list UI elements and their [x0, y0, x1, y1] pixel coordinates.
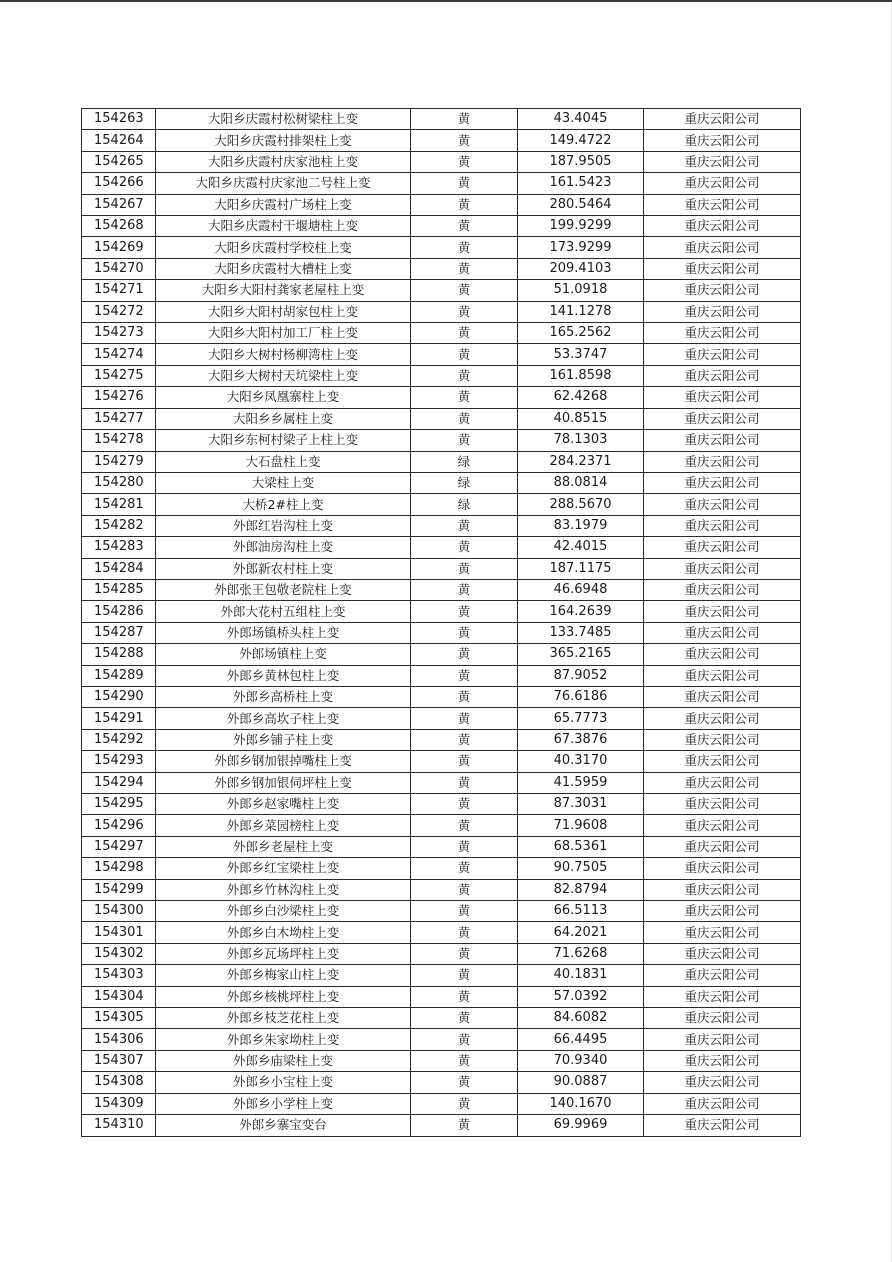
- transformer-name-cell: 大阳乡大树村天坑梁柱上变: [156, 365, 411, 386]
- transformer-name-cell: 外郎乡小学柱上变: [156, 1093, 411, 1114]
- warning-level-cell: 黄: [411, 794, 518, 815]
- table-row: [82, 387, 801, 408]
- transformer-name-cell: 外郎乡核桃坪柱上变: [156, 986, 411, 1007]
- row-id-cell: 154308: [82, 1072, 156, 1093]
- warning-level-cell: 黄: [411, 1115, 518, 1136]
- table-row: [82, 558, 801, 579]
- transformer-name-cell: 大阳乡大阳村加工厂柱上变: [156, 323, 411, 344]
- company-cell: 重庆云阳公司: [644, 301, 801, 322]
- company-cell: 重庆云阳公司: [644, 109, 801, 130]
- table-row: [82, 665, 801, 686]
- load-value-cell: 78.1303: [518, 430, 644, 451]
- warning-level-cell: 黄: [411, 537, 518, 558]
- table-row: [82, 515, 801, 536]
- transformer-name-cell: 大梁柱上变: [156, 472, 411, 493]
- row-id-cell: 154306: [82, 1029, 156, 1050]
- company-cell: 重庆云阳公司: [644, 1115, 801, 1136]
- company-cell: 重庆云阳公司: [644, 708, 801, 729]
- transformer-name-cell: 大阳乡庆霞村大槽柱上变: [156, 258, 411, 279]
- transformer-name-cell: 大阳乡庆霞村松树梁柱上变: [156, 109, 411, 130]
- company-cell: 重庆云阳公司: [644, 537, 801, 558]
- table-row: [82, 365, 801, 386]
- transformer-name-cell: 大阳乡凤凰寨柱上变: [156, 387, 411, 408]
- row-id-cell: 154302: [82, 943, 156, 964]
- table-row: [82, 280, 801, 301]
- company-cell: 重庆云阳公司: [644, 943, 801, 964]
- row-id-cell: 154273: [82, 323, 156, 344]
- warning-level-cell: 绿: [411, 494, 518, 515]
- load-value-cell: 90.0887: [518, 1072, 644, 1093]
- company-cell: 重庆云阳公司: [644, 772, 801, 793]
- load-value-cell: 66.4495: [518, 1029, 644, 1050]
- table-row: [82, 109, 801, 130]
- load-value-cell: 83.1979: [518, 515, 644, 536]
- transformer-name-cell: 外郎红岩沟柱上变: [156, 515, 411, 536]
- row-id-cell: 154277: [82, 408, 156, 429]
- load-value-cell: 187.9505: [518, 151, 644, 172]
- transformer-name-cell: 外郎乡瓦场坪柱上变: [156, 943, 411, 964]
- row-id-cell: 154270: [82, 258, 156, 279]
- load-value-cell: 62.4268: [518, 387, 644, 408]
- row-id-cell: 154295: [82, 794, 156, 815]
- transformer-name-cell: 外郎乡菜园榜柱上变: [156, 815, 411, 836]
- row-id-cell: 154280: [82, 472, 156, 493]
- row-id-cell: 154304: [82, 986, 156, 1007]
- company-cell: 重庆云阳公司: [644, 729, 801, 750]
- table-row: [82, 644, 801, 665]
- transformer-name-cell: 外郎乡朱家坳柱上变: [156, 1029, 411, 1050]
- warning-level-cell: 黄: [411, 922, 518, 943]
- transformer-name-cell: 大阳乡庆霞村庆家池柱上变: [156, 151, 411, 172]
- warning-level-cell: 黄: [411, 558, 518, 579]
- row-id-cell: 154292: [82, 729, 156, 750]
- row-id-cell: 154276: [82, 387, 156, 408]
- company-cell: 重庆云阳公司: [644, 836, 801, 857]
- company-cell: 重庆云阳公司: [644, 1093, 801, 1114]
- transformer-name-cell: 大阳乡大阳村胡家包柱上变: [156, 301, 411, 322]
- load-value-cell: 57.0392: [518, 986, 644, 1007]
- warning-level-cell: 黄: [411, 408, 518, 429]
- table-row: [82, 130, 801, 151]
- load-value-cell: 40.1831: [518, 965, 644, 986]
- transformer-name-cell: 大阳乡乡属柱上变: [156, 408, 411, 429]
- transformer-name-cell: 外郎乡枝芝花柱上变: [156, 1008, 411, 1029]
- row-id-cell: 154293: [82, 751, 156, 772]
- load-value-cell: 141.1278: [518, 301, 644, 322]
- row-id-cell: 154309: [82, 1093, 156, 1114]
- table-row: [82, 729, 801, 750]
- row-id-cell: 154299: [82, 879, 156, 900]
- load-value-cell: 280.5464: [518, 194, 644, 215]
- row-id-cell: 154286: [82, 601, 156, 622]
- warning-level-cell: 黄: [411, 1093, 518, 1114]
- warning-level-cell: 黄: [411, 644, 518, 665]
- transformer-name-cell: 外郎张王包敬老院柱上变: [156, 579, 411, 600]
- row-id-cell: 154275: [82, 365, 156, 386]
- load-value-cell: 209.4103: [518, 258, 644, 279]
- table-row: [82, 258, 801, 279]
- page-top-rule: [0, 0, 892, 2]
- load-value-cell: 90.7505: [518, 858, 644, 879]
- warning-level-cell: 黄: [411, 729, 518, 750]
- warning-level-cell: 黄: [411, 858, 518, 879]
- table-row: [82, 1029, 801, 1050]
- company-cell: 重庆云阳公司: [644, 986, 801, 1007]
- load-value-cell: 173.9299: [518, 237, 644, 258]
- warning-level-cell: 黄: [411, 258, 518, 279]
- table-row: [82, 751, 801, 772]
- row-id-cell: 154264: [82, 130, 156, 151]
- company-cell: 重庆云阳公司: [644, 558, 801, 579]
- table-body: [82, 109, 801, 1137]
- transformer-name-cell: 大阳乡庆霞村广场柱上变: [156, 194, 411, 215]
- company-cell: 重庆云阳公司: [644, 323, 801, 344]
- table-row: [82, 901, 801, 922]
- transformer-name-cell: 外郎乡梅家山柱上变: [156, 965, 411, 986]
- load-value-cell: 284.2371: [518, 451, 644, 472]
- company-cell: 重庆云阳公司: [644, 280, 801, 301]
- load-value-cell: 76.6186: [518, 686, 644, 707]
- warning-level-cell: 黄: [411, 430, 518, 451]
- load-value-cell: 42.4015: [518, 537, 644, 558]
- warning-level-cell: 黄: [411, 387, 518, 408]
- transformer-name-cell: 大阳乡庆霞村排架柱上变: [156, 130, 411, 151]
- warning-level-cell: 黄: [411, 686, 518, 707]
- transformer-name-cell: 大阳乡大阳村龚家老屋柱上变: [156, 280, 411, 301]
- warning-level-cell: 黄: [411, 1072, 518, 1093]
- row-id-cell: 154310: [82, 1115, 156, 1136]
- load-value-cell: 161.5423: [518, 173, 644, 194]
- transformer-name-cell: 外郎乡黄林包柱上变: [156, 665, 411, 686]
- row-id-cell: 154288: [82, 644, 156, 665]
- transformer-name-cell: 外郎乡竹林沟柱上变: [156, 879, 411, 900]
- row-id-cell: 154278: [82, 430, 156, 451]
- load-value-cell: 41.5959: [518, 772, 644, 793]
- company-cell: 重庆云阳公司: [644, 194, 801, 215]
- table-row: [82, 879, 801, 900]
- load-value-cell: 43.4045: [518, 109, 644, 130]
- table-row: [82, 836, 801, 857]
- table-row: [82, 216, 801, 237]
- warning-level-cell: 黄: [411, 216, 518, 237]
- warning-level-cell: 黄: [411, 622, 518, 643]
- load-value-cell: 140.1670: [518, 1093, 644, 1114]
- row-id-cell: 154271: [82, 280, 156, 301]
- table-row: [82, 986, 801, 1007]
- table-row: [82, 237, 801, 258]
- transformer-name-cell: 大阳乡庆霞村干堰塘柱上变: [156, 216, 411, 237]
- transformer-name-cell: 外郎乡白木坳柱上变: [156, 922, 411, 943]
- load-value-cell: 65.7773: [518, 708, 644, 729]
- company-cell: 重庆云阳公司: [644, 901, 801, 922]
- warning-level-cell: 黄: [411, 901, 518, 922]
- row-id-cell: 154272: [82, 301, 156, 322]
- table-row: [82, 772, 801, 793]
- load-value-cell: 46.6948: [518, 579, 644, 600]
- row-id-cell: 154305: [82, 1008, 156, 1029]
- load-value-cell: 66.5113: [518, 901, 644, 922]
- table-row: [82, 686, 801, 707]
- company-cell: 重庆云阳公司: [644, 130, 801, 151]
- row-id-cell: 154279: [82, 451, 156, 472]
- load-value-cell: 288.5670: [518, 494, 644, 515]
- company-cell: 重庆云阳公司: [644, 515, 801, 536]
- company-cell: 重庆云阳公司: [644, 644, 801, 665]
- company-cell: 重庆云阳公司: [644, 622, 801, 643]
- transformer-name-cell: 外郎场镇桥头柱上变: [156, 622, 411, 643]
- warning-level-cell: 黄: [411, 579, 518, 600]
- company-cell: 重庆云阳公司: [644, 665, 801, 686]
- table-row: [82, 344, 801, 365]
- row-id-cell: 154296: [82, 815, 156, 836]
- load-value-cell: 53.3747: [518, 344, 644, 365]
- load-value-cell: 87.3031: [518, 794, 644, 815]
- warning-level-cell: 黄: [411, 280, 518, 301]
- table-row: [82, 943, 801, 964]
- table-row: [82, 1072, 801, 1093]
- row-id-cell: 154263: [82, 109, 156, 130]
- load-value-cell: 64.2021: [518, 922, 644, 943]
- row-id-cell: 154303: [82, 965, 156, 986]
- load-value-cell: 187.1175: [518, 558, 644, 579]
- load-value-cell: 199.9299: [518, 216, 644, 237]
- company-cell: 重庆云阳公司: [644, 751, 801, 772]
- warning-level-cell: 黄: [411, 1008, 518, 1029]
- company-cell: 重庆云阳公司: [644, 1029, 801, 1050]
- company-cell: 重庆云阳公司: [644, 858, 801, 879]
- company-cell: 重庆云阳公司: [644, 237, 801, 258]
- row-id-cell: 154289: [82, 665, 156, 686]
- table-row: [82, 965, 801, 986]
- table-row: [82, 622, 801, 643]
- warning-level-cell: 黄: [411, 109, 518, 130]
- company-cell: 重庆云阳公司: [644, 472, 801, 493]
- transformer-name-cell: 大阳乡庆霞村学校柱上变: [156, 237, 411, 258]
- row-id-cell: 154266: [82, 173, 156, 194]
- row-id-cell: 154281: [82, 494, 156, 515]
- row-id-cell: 154283: [82, 537, 156, 558]
- warning-level-cell: 黄: [411, 130, 518, 151]
- transformer-table: [81, 108, 801, 1137]
- warning-level-cell: 黄: [411, 194, 518, 215]
- load-value-cell: 165.2562: [518, 323, 644, 344]
- load-value-cell: 68.5361: [518, 836, 644, 857]
- company-cell: 重庆云阳公司: [644, 216, 801, 237]
- table-row: [82, 1093, 801, 1114]
- warning-level-cell: 黄: [411, 515, 518, 536]
- row-id-cell: 154269: [82, 237, 156, 258]
- transformer-name-cell: 外郎乡白沙梁柱上变: [156, 901, 411, 922]
- table-row: [82, 537, 801, 558]
- row-id-cell: 154268: [82, 216, 156, 237]
- table-row: [82, 430, 801, 451]
- company-cell: 重庆云阳公司: [644, 879, 801, 900]
- warning-level-cell: 黄: [411, 965, 518, 986]
- table-row: [82, 922, 801, 943]
- warning-level-cell: 黄: [411, 323, 518, 344]
- load-value-cell: 51.0918: [518, 280, 644, 301]
- company-cell: 重庆云阳公司: [644, 344, 801, 365]
- transformer-name-cell: 大阳乡庆霞村庆家池二号柱上变: [156, 173, 411, 194]
- company-cell: 重庆云阳公司: [644, 173, 801, 194]
- transformer-name-cell: 外郎乡老屋柱上变: [156, 836, 411, 857]
- company-cell: 重庆云阳公司: [644, 1008, 801, 1029]
- row-id-cell: 154298: [82, 858, 156, 879]
- row-id-cell: 154301: [82, 922, 156, 943]
- company-cell: 重庆云阳公司: [644, 579, 801, 600]
- warning-level-cell: 黄: [411, 836, 518, 857]
- transformer-name-cell: 外郎新农村柱上变: [156, 558, 411, 579]
- company-cell: 重庆云阳公司: [644, 794, 801, 815]
- transformer-name-cell: 外郎油房沟柱上变: [156, 537, 411, 558]
- transformer-name-cell: 外郎乡钢加银伺坪柱上变: [156, 772, 411, 793]
- warning-level-cell: 黄: [411, 301, 518, 322]
- table-row: [82, 601, 801, 622]
- warning-level-cell: 黄: [411, 601, 518, 622]
- transformer-name-cell: 大桥2#柱上变: [156, 494, 411, 515]
- row-id-cell: 154284: [82, 558, 156, 579]
- company-cell: 重庆云阳公司: [644, 430, 801, 451]
- table-row: [82, 472, 801, 493]
- transformer-name-cell: 大阳乡东柯村梁子上柱上变: [156, 430, 411, 451]
- table-row: [82, 494, 801, 515]
- table-row: [82, 151, 801, 172]
- row-id-cell: 154285: [82, 579, 156, 600]
- load-value-cell: 82.8794: [518, 879, 644, 900]
- company-cell: 重庆云阳公司: [644, 686, 801, 707]
- company-cell: 重庆云阳公司: [644, 365, 801, 386]
- warning-level-cell: 绿: [411, 451, 518, 472]
- transformer-name-cell: 外郎乡高桥柱上变: [156, 686, 411, 707]
- transformer-name-cell: 大石盘柱上变: [156, 451, 411, 472]
- transformer-name-cell: 外郎场镇柱上变: [156, 644, 411, 665]
- row-id-cell: 154294: [82, 772, 156, 793]
- row-id-cell: 154297: [82, 836, 156, 857]
- warning-level-cell: 黄: [411, 173, 518, 194]
- warning-level-cell: 黄: [411, 986, 518, 1007]
- transformer-name-cell: 外郎乡高坎子柱上变: [156, 708, 411, 729]
- warning-level-cell: 黄: [411, 1029, 518, 1050]
- table-row: [82, 451, 801, 472]
- table-row: [82, 579, 801, 600]
- table-row: [82, 858, 801, 879]
- table-row: [82, 1008, 801, 1029]
- load-value-cell: 70.9340: [518, 1050, 644, 1071]
- load-value-cell: 149.4722: [518, 130, 644, 151]
- row-id-cell: 154267: [82, 194, 156, 215]
- load-value-cell: 40.8515: [518, 408, 644, 429]
- company-cell: 重庆云阳公司: [644, 151, 801, 172]
- company-cell: 重庆云阳公司: [644, 1072, 801, 1093]
- transformer-name-cell: 外郎大花村五组柱上变: [156, 601, 411, 622]
- warning-level-cell: 黄: [411, 151, 518, 172]
- transformer-name-cell: 外郎乡庙梁柱上变: [156, 1050, 411, 1071]
- table-row: [82, 1050, 801, 1071]
- load-value-cell: 71.9608: [518, 815, 644, 836]
- load-value-cell: 71.6268: [518, 943, 644, 964]
- warning-level-cell: 黄: [411, 708, 518, 729]
- warning-level-cell: 黄: [411, 879, 518, 900]
- company-cell: 重庆云阳公司: [644, 815, 801, 836]
- transformer-name-cell: 外郎乡赵家嘴柱上变: [156, 794, 411, 815]
- warning-level-cell: 黄: [411, 943, 518, 964]
- row-id-cell: 154307: [82, 1050, 156, 1071]
- table-row: [82, 1115, 801, 1136]
- load-value-cell: 164.2639: [518, 601, 644, 622]
- load-value-cell: 88.0814: [518, 472, 644, 493]
- transformer-name-cell: 外郎乡寨宝变台: [156, 1115, 411, 1136]
- company-cell: 重庆云阳公司: [644, 408, 801, 429]
- transformer-name-cell: 大阳乡大树村杨柳湾柱上变: [156, 344, 411, 365]
- transformer-name-cell: 外郎乡红宝梁柱上变: [156, 858, 411, 879]
- warning-level-cell: 黄: [411, 751, 518, 772]
- load-value-cell: 40.3170: [518, 751, 644, 772]
- row-id-cell: 154291: [82, 708, 156, 729]
- load-value-cell: 69.9969: [518, 1115, 644, 1136]
- warning-level-cell: 黄: [411, 1050, 518, 1071]
- row-id-cell: 154290: [82, 686, 156, 707]
- table-row: [82, 815, 801, 836]
- load-value-cell: 365.2165: [518, 644, 644, 665]
- warning-level-cell: 黄: [411, 365, 518, 386]
- load-value-cell: 67.3876: [518, 729, 644, 750]
- load-value-cell: 84.6082: [518, 1008, 644, 1029]
- load-value-cell: 161.8598: [518, 365, 644, 386]
- warning-level-cell: 黄: [411, 815, 518, 836]
- company-cell: 重庆云阳公司: [644, 451, 801, 472]
- warning-level-cell: 黄: [411, 237, 518, 258]
- row-id-cell: 154287: [82, 622, 156, 643]
- warning-level-cell: 黄: [411, 344, 518, 365]
- transformer-name-cell: 外郎乡铺子柱上变: [156, 729, 411, 750]
- table-row: [82, 708, 801, 729]
- table-row: [82, 408, 801, 429]
- warning-level-cell: 黄: [411, 665, 518, 686]
- load-value-cell: 133.7485: [518, 622, 644, 643]
- table-row: [82, 173, 801, 194]
- company-cell: 重庆云阳公司: [644, 258, 801, 279]
- transformer-name-cell: 外郎乡钢加银掉嘴柱上变: [156, 751, 411, 772]
- company-cell: 重庆云阳公司: [644, 494, 801, 515]
- row-id-cell: 154265: [82, 151, 156, 172]
- transformer-name-cell: 外郎乡小宝柱上变: [156, 1072, 411, 1093]
- row-id-cell: 154274: [82, 344, 156, 365]
- row-id-cell: 154282: [82, 515, 156, 536]
- company-cell: 重庆云阳公司: [644, 922, 801, 943]
- table-row: [82, 194, 801, 215]
- load-value-cell: 87.9052: [518, 665, 644, 686]
- warning-level-cell: 黄: [411, 772, 518, 793]
- company-cell: 重庆云阳公司: [644, 1050, 801, 1071]
- row-id-cell: 154300: [82, 901, 156, 922]
- warning-level-cell: 绿: [411, 472, 518, 493]
- company-cell: 重庆云阳公司: [644, 601, 801, 622]
- company-cell: 重庆云阳公司: [644, 965, 801, 986]
- table-row: [82, 323, 801, 344]
- company-cell: 重庆云阳公司: [644, 387, 801, 408]
- table-row: [82, 301, 801, 322]
- table-row: [82, 794, 801, 815]
